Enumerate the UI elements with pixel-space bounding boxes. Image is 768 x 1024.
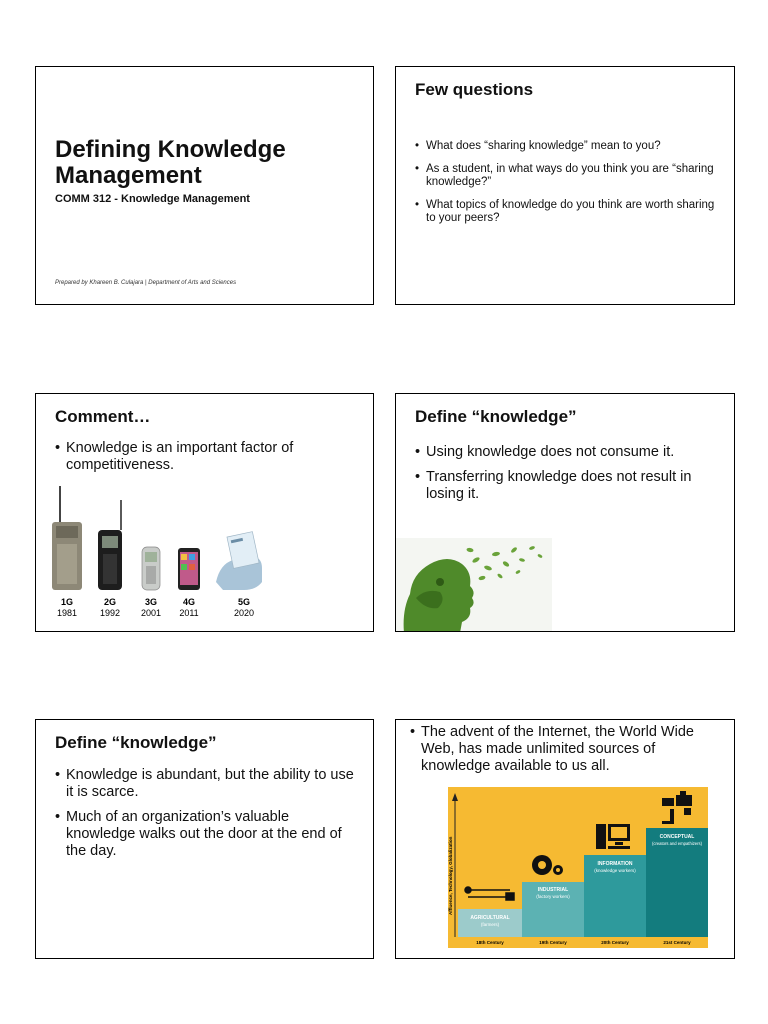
slide-few-questions	[395, 66, 735, 305]
list-item: • Knowledge is an important factor of competitiveness.	[55, 440, 361, 474]
phone-2g-icon	[98, 500, 122, 590]
phone-year-label: 1992	[99, 608, 121, 618]
y-axis-label: Affluence, Technology, Globalization	[448, 836, 453, 915]
slide-comment	[35, 393, 374, 632]
slide-define-knowledge-2	[35, 719, 374, 959]
century-label: 21st Century	[663, 940, 691, 945]
slide-heading: Define “knowledge”	[415, 407, 577, 426]
list-item: • Much of an organization’s valuable knowledge walks out the door at the end of the day.	[55, 809, 361, 860]
slide-heading: Define “knowledge”	[55, 733, 217, 752]
list-item: • What does “sharing knowledge” mean to you?	[415, 140, 722, 154]
stage-name: AGRICULTURAL	[470, 915, 510, 921]
phone-year-label: 2001	[140, 608, 162, 618]
slide-heading: Few questions	[415, 80, 534, 99]
stage-sub: (knowledge workers)	[594, 868, 636, 873]
stage-name: INFORMATION	[597, 861, 633, 867]
phone-gen-label: 2G	[103, 597, 117, 607]
phone-3g-icon	[142, 547, 160, 590]
question-list	[415, 140, 722, 235]
stage-name: CONCEPTUAL	[659, 834, 695, 840]
course-subtitle: COMM 312 - Knowledge Management	[55, 193, 250, 205]
internet-list	[410, 724, 722, 783]
stage-sub: (farmers)	[480, 922, 500, 927]
century-label: 18th Century	[476, 940, 504, 945]
definition-list	[55, 767, 361, 868]
slide-title	[35, 66, 374, 305]
stage-name: INDUSTRIAL	[537, 887, 569, 893]
comment-list	[55, 440, 361, 482]
phone-gen-label: 1G	[60, 597, 74, 607]
century-label: 19th Century	[539, 940, 567, 945]
stage-sub: (factory workers)	[536, 894, 570, 899]
author-credit: Prepared by Khareen B. Culajara | Department of Arts and Sciences	[55, 280, 237, 286]
phone-gen-label: 3G	[144, 597, 158, 607]
phone-gen-label: 4G	[182, 597, 196, 607]
phone-gen-label: 5G	[237, 597, 251, 607]
century-label: 20th Century	[601, 940, 629, 945]
leaf-head-image	[396, 538, 552, 632]
list-item: • Transferring knowledge does not result in losing it.	[415, 469, 722, 503]
phone-year-label: 1981	[56, 608, 78, 618]
phone-year-label: 2020	[233, 608, 255, 618]
list-item: • Using knowledge does not consume it.	[415, 444, 722, 461]
list-item: • The advent of the Internet, the World Wide Web, has made unlimited sources of knowledge available to us all.	[410, 724, 722, 775]
list-item: • Knowledge is abundant, but the ability to use it is scarce.	[55, 767, 361, 801]
presentation-title: Defining Knowledge Management	[55, 136, 286, 189]
slide-internet-advent	[395, 719, 735, 959]
phone-evolution-image	[48, 482, 273, 622]
stage-sub: (creators and empathizers)	[651, 841, 703, 846]
list-item: • What topics of knowledge do you think are worth sharing to your peers?	[415, 199, 722, 226]
phone-4g-icon	[178, 548, 200, 590]
definition-list	[415, 444, 722, 511]
slide-heading: Comment…	[55, 407, 151, 426]
phone-1g-icon	[52, 486, 82, 590]
list-item: • As a student, in what ways do you think you are “sharing knowledge?”	[415, 163, 722, 190]
economic-eras-diagram	[448, 787, 708, 948]
phone-5g-icon	[216, 532, 262, 590]
slide-define-knowledge-1	[395, 393, 735, 632]
phone-year-label: 2011	[179, 608, 199, 618]
